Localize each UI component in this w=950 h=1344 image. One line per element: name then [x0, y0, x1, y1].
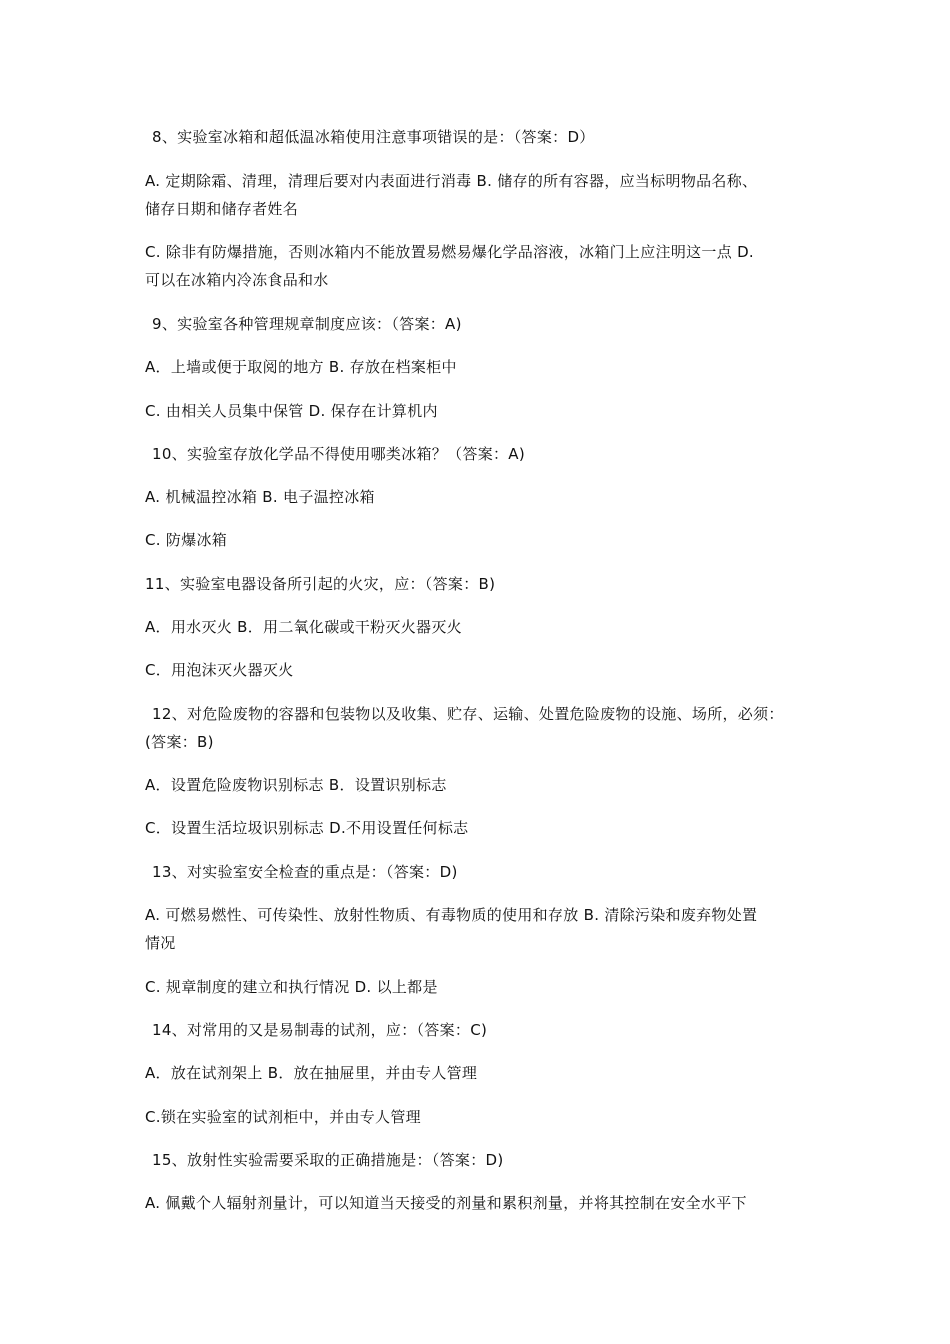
question-11-options-line-1: A．用水灭火 B．用二氧化碳或干粉灭火器灭火 — [145, 618, 462, 636]
question-12: 12、对危险废物的容器和包装物以及收集、贮存、运输、处置危险废物的设施、场所，必须： — [152, 705, 784, 723]
question-11-options-line-2: C．用泡沫灭火器灭火 — [145, 661, 294, 679]
question-15: 15、放射性实验需要采取的正确措施是：（答案：D) — [152, 1151, 504, 1169]
question-13-options-line-1: A. 可燃易燃性、可传染性、放射性物质、有毒物质的使用和存放 B. 清除污染和废弃物处置 — [145, 906, 758, 924]
question-13-options-line-3: C. 规章制度的建立和执行情况 D. 以上都是 — [145, 978, 438, 996]
question-11: 11、实验室电器设备所引起的火灾，应：（答案：B) — [145, 575, 496, 593]
question-14-options-line-1: A．放在试剂架上 B．放在抽屉里，并由专人管理 — [145, 1064, 478, 1082]
question-10-options-line-1: A. 机械温控冰箱 B. 电子温控冰箱 — [145, 488, 375, 506]
question-12-options-line-2: C．设置生活垃圾识别标志 D.不用设置任何标志 — [145, 819, 469, 837]
question-8-options-line-1: A. 定期除霜、清理，清理后要对内表面进行消毒 B. 储存的所有容器，应当标明物品名称、 — [145, 172, 758, 190]
question-13-options-line-2: 情况 — [145, 934, 176, 952]
question-8-options-line-4: 可以在冰箱内冷冻食品和水 — [145, 271, 329, 289]
question-15-options-line-1: A. 佩戴个人辐射剂量计，可以知道当天接受的剂量和累积剂量，并将其控制在安全水平下 — [145, 1194, 747, 1212]
question-14: 14、对常用的又是易制毒的试剂，应：（答案：C) — [152, 1021, 488, 1039]
question-8-options-line-3: C. 除非有防爆措施，否则冰箱内不能放置易燃易爆化学品溶液，冰箱门上应注明这一点 D. — [145, 243, 754, 261]
question-9: 9、实验室各种管理规章制度应该：（答案：A) — [152, 315, 462, 333]
question-9-options-line-2: C. 由相关人员集中保管 D. 保存在计算机内 — [145, 402, 438, 420]
question-12-answer: (答案：B) — [145, 733, 214, 751]
question-8-options-line-2: 储存日期和储存者姓名 — [145, 200, 299, 218]
question-14-options-line-2: C.锁在实验室的试剂柜中，并由专人管理 — [145, 1108, 421, 1126]
question-13: 13、对实验室安全检查的重点是：（答案：D) — [152, 863, 458, 881]
question-10: 10、实验室存放化学品不得使用哪类冰箱？（答案：A) — [152, 445, 526, 463]
question-8: 8、实验室冰箱和超低温冰箱使用注意事项错误的是：（答案：D） — [152, 128, 595, 146]
question-9-options-line-1: A．上墙或便于取阅的地方 B. 存放在档案柜中 — [145, 358, 457, 376]
question-10-options-line-2: C. 防爆冰箱 — [145, 531, 228, 549]
question-12-options-line-1: A．设置危险废物识别标志 B．设置识别标志 — [145, 776, 447, 794]
